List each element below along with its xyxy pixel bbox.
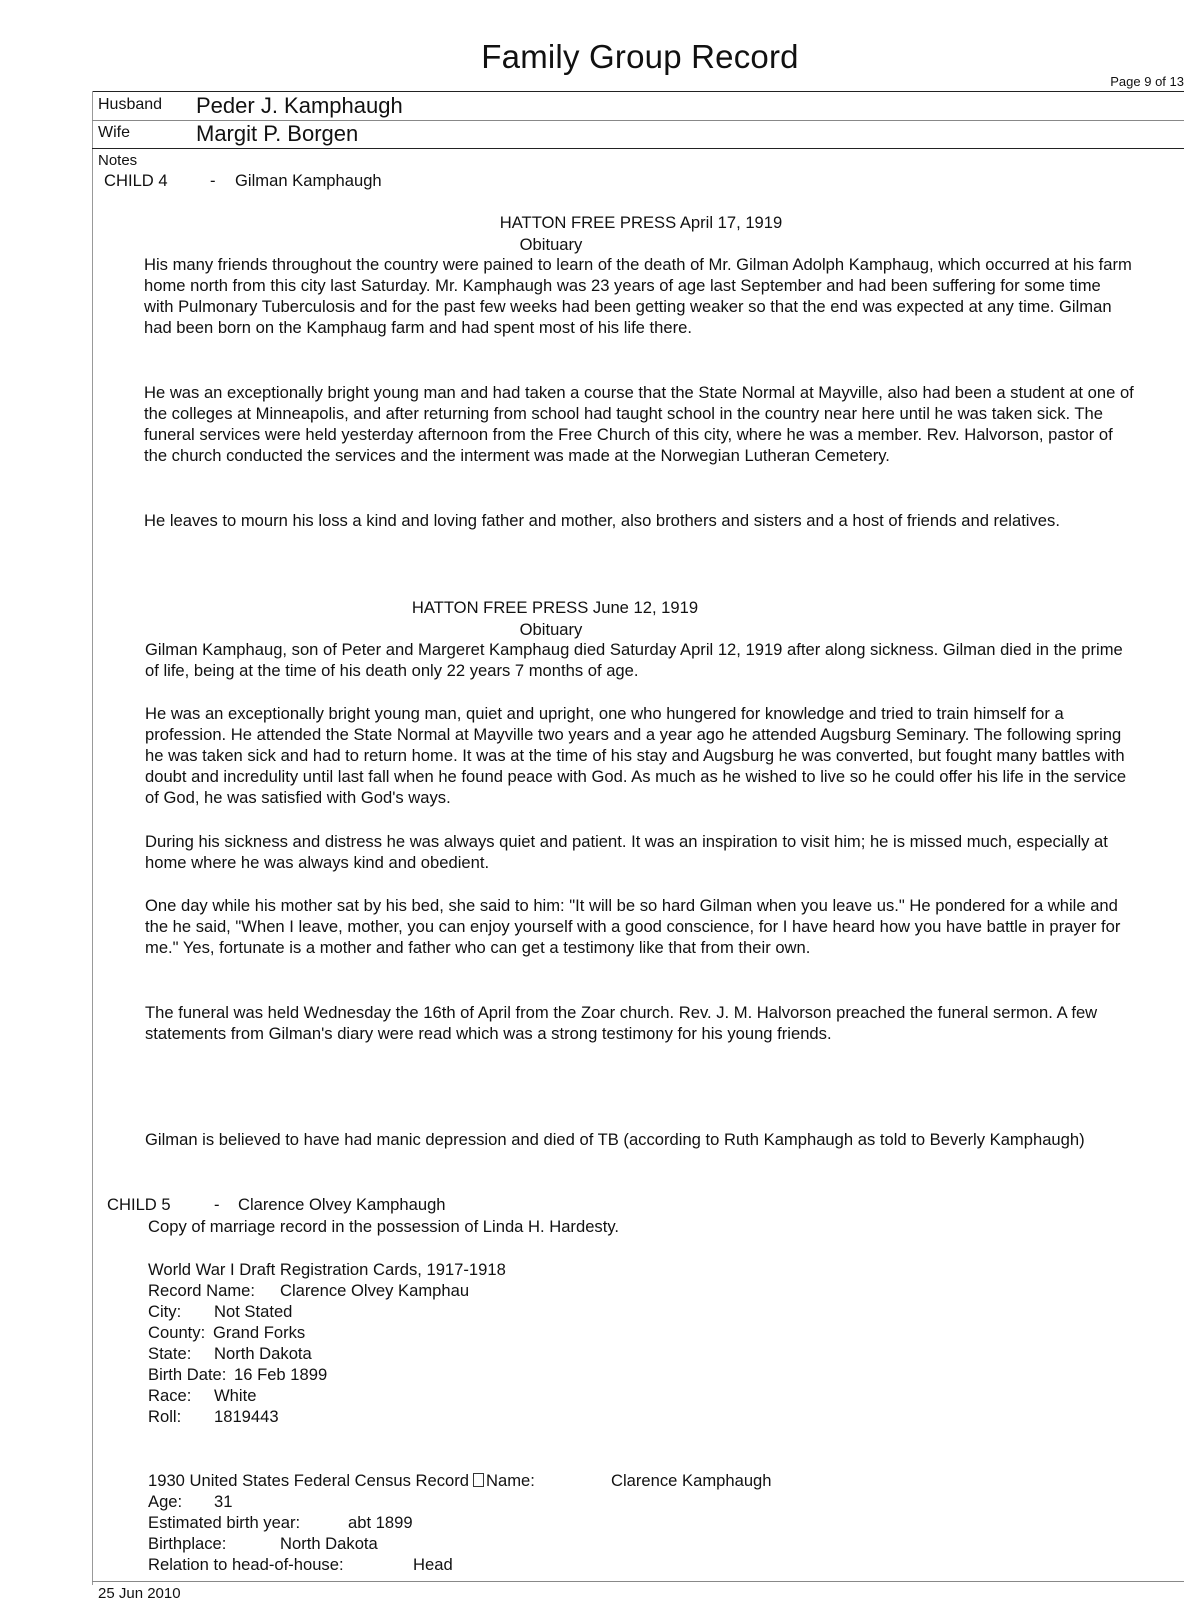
left-margin-rule [92, 91, 93, 1585]
roll-value: 1819443 [214, 1407, 279, 1426]
husband-label: Husband [98, 96, 163, 113]
census-age-value: 31 [214, 1492, 233, 1511]
state-value: North Dakota [214, 1344, 312, 1363]
child4-dash: - [210, 171, 216, 190]
wife-label: Wife [98, 124, 130, 141]
article1-paragraph-1: His many friends throughout the country were pained to learn of the death of Mr. Gilman Adolph Kamphaug, which occurred at his farm home north from this city last Saturday. Mr. Kamphaugh was 23 years of age last September and had been suffering for some time with Pulmonary Tuberculosis and for the past few weeks had been getting weaker so that the end was expected at any time. Gilman had been born on the Kamphaug farm and had spent most of his life there. [144, 255, 1132, 337]
draft-roll [148, 1406, 279, 1427]
page-title: Family Group Record [481, 38, 799, 75]
census-age [148, 1491, 233, 1512]
draft-record-name [148, 1280, 470, 1301]
divider-bottom [92, 1581, 1184, 1582]
article2-paragraph-4: One day while his mother sat by his bed, she said to him: "It will be so hard Gilman when you leave us." He pondered for a while and the he said, "When I leave, mother, you can enjoy yourself with a good conscience, for I have heard how you have battle in prayer for me." Yes, fortunate is a mother and father who can get a testimony like that from their own. [145, 896, 1121, 957]
city-label: City: [148, 1302, 182, 1321]
child4-name: Gilman Kamphaugh [235, 171, 382, 190]
census-name-value: Clarence Kamphaugh [611, 1471, 772, 1490]
article1-paragraph-2: He was an exceptionally bright young man and had taken a course that the State Normal at Mayville, also had been a student at one of the colleges at Minneapolis, and after returning from school had taught school in the country near here until he was taken sick. The funeral services were held yesterday afternoon from the Free Church of this city, where he was a member. Rev. Halvorson, pastor of the church conducted the services and the interment was made at the Norwegian Lutheran Cemetery. [144, 383, 1134, 465]
census-birthplace [148, 1533, 378, 1554]
draft-county [148, 1322, 306, 1343]
census-relation-value: Head [413, 1555, 453, 1574]
birth-date-value: 16 Feb 1899 [234, 1365, 328, 1384]
race-value: White [214, 1386, 257, 1405]
record-name-value: Clarence Olvey Kamphau [280, 1281, 470, 1300]
divider-top [92, 91, 1184, 92]
article2-paragraph-3: During his sickness and distress he was always quiet and patient. It was an inspiration to visit him; he is missed much, especially at home where he was always kind and obedient. [145, 832, 1108, 872]
article2-paragraph-1: Gilman Kamphaug, son of Peter and Margeret Kamphaug died Saturday April 12, 1919 after along sickness. Gilman died in the prime of life, being at the time of his death only 22 years 7 months of age. [145, 640, 1123, 680]
census-relation-label: Relation to head-of-house: [148, 1555, 344, 1574]
article1-source: HATTON FREE PRESS April 17, 1919 [499, 213, 783, 232]
census-birthplace-label: Birthplace: [148, 1534, 227, 1553]
census-est-birth-value: abt 1899 [348, 1513, 413, 1532]
birth-date-label: Birth Date: [148, 1365, 227, 1384]
missing-glyph-icon [473, 1473, 484, 1487]
child4-note: Gilman is believed to have had manic depression and died of TB (according to Ruth Kamphaugh as told to Beverly Kamphaugh) [145, 1130, 1085, 1149]
county-label: County: [148, 1323, 206, 1342]
state-label: State: [148, 1344, 192, 1363]
child5-label: CHILD 5 [107, 1195, 171, 1214]
record-name-label: Record Name: [148, 1281, 255, 1300]
draft-state [148, 1343, 312, 1364]
wife-name: Margit P. Borgen [196, 121, 359, 146]
article2-paragraph-5: The funeral was held Wednesday the 16th of April from the Zoar church. Rev. J. M. Halvorson preached the funeral sermon. A few statements from Gilman's diary were read which was a strong testimony for his young friends. [145, 1003, 1098, 1043]
census-name-label: Name: [486, 1471, 535, 1490]
draft-birth-date [148, 1364, 328, 1385]
county-value: Grand Forks [213, 1323, 306, 1342]
city-value: Not Stated [214, 1302, 293, 1321]
child5-marriage-note: Copy of marriage record in the possession of Linda H. Hardesty. [148, 1217, 620, 1236]
child4-label: CHILD 4 [104, 171, 168, 190]
census-age-label: Age: [148, 1492, 183, 1511]
census-heading-row [148, 1470, 772, 1491]
draft-heading: World War I Draft Registration Cards, 1917-1918 [148, 1260, 506, 1279]
census-est-birth-label: Estimated birth year: [148, 1513, 301, 1532]
article1-paragraph-3: He leaves to mourn his loss a kind and loving father and mother, also brothers and sisters and a host of friends and relatives. [144, 511, 1060, 530]
roll-label: Roll: [148, 1407, 182, 1426]
article2-source: HATTON FREE PRESS June 12, 1919 [411, 598, 699, 617]
census-relation [148, 1554, 453, 1575]
footer-date: 25 Jun 2010 [98, 1585, 181, 1602]
draft-race [148, 1385, 257, 1406]
census-birthplace-value: North Dakota [280, 1534, 378, 1553]
child5-name: Clarence Olvey Kamphaugh [238, 1195, 446, 1214]
article2-kind: Obituary [519, 620, 583, 639]
husband-name: Peder J. Kamphaugh [196, 93, 403, 118]
divider-wife [92, 148, 1184, 149]
draft-city [148, 1301, 293, 1322]
article2-paragraph-2: He was an exceptionally bright young man, quiet and upright, one who hungered for knowledge and tried to train himself for a profession. He attended the State Normal at Mayville two years and a year ago he attended Augsburg Seminary. The following spring he was taken sick and had to return home. It was at the time of his stay and Augsburg he was converted, but fought many battles with doubt and incredulity until last fall when he found peace with God. As much as he wished to live so he could offer his life in the service of God, he was satisfied with God's ways. [145, 704, 1127, 807]
child5-dash: - [214, 1195, 220, 1214]
census-est-birth [148, 1512, 413, 1533]
race-label: Race: [148, 1386, 192, 1405]
census-heading: 1930 United States Federal Census Record [148, 1471, 469, 1490]
page-number: Page 9 of 13 [1110, 74, 1184, 89]
notes-label: Notes [98, 152, 138, 169]
article1-kind: Obituary [519, 235, 583, 254]
